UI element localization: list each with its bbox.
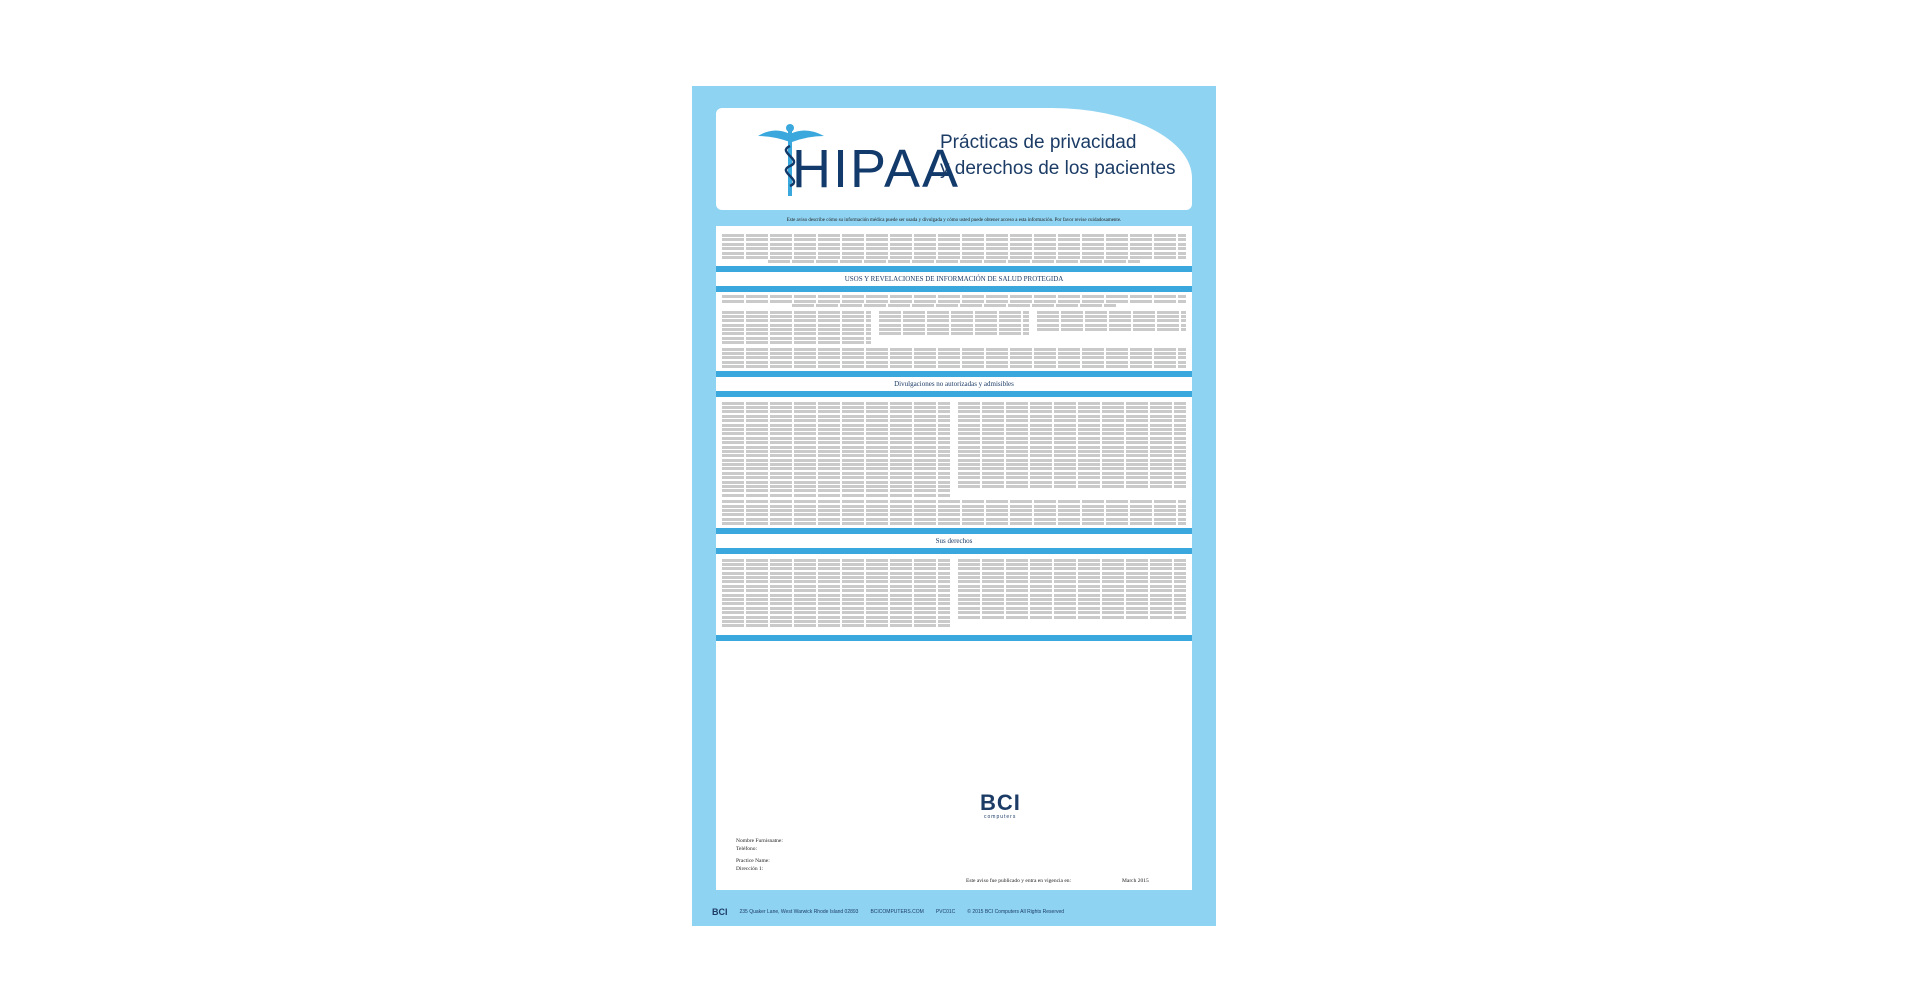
header-card	[716, 108, 1192, 210]
column	[958, 400, 1186, 498]
footer-code: PVC01C	[935, 909, 956, 915]
notice-body	[716, 226, 1192, 890]
column	[879, 309, 1028, 346]
section-band	[716, 635, 1192, 641]
poster-title-line1: Prácticas de privacidad	[940, 132, 1137, 153]
hipaa-logo	[746, 120, 961, 199]
bci-logo: BCI	[980, 790, 1021, 815]
section-band	[716, 548, 1192, 554]
column	[722, 557, 950, 629]
poster-title-line2: y derechos de los pacientes	[940, 158, 1176, 179]
column	[722, 309, 871, 346]
footer-copyright: © 2015 BCI Computers All Rights Reserved	[967, 909, 1065, 915]
effective-date-label: Este aviso fue publicado y entra en vigencia en:	[966, 878, 1072, 884]
column	[958, 557, 1186, 629]
section-band	[716, 391, 1192, 397]
section-band	[716, 266, 1192, 272]
column	[1037, 309, 1186, 346]
section-title-disclosures: Divulgaciones no autorizadas y admisibles	[894, 380, 1014, 389]
hipaa-poster	[692, 86, 1216, 926]
footer-address: 235 Quaker Lane, West Warwick Rhode Island 02893	[739, 909, 859, 915]
column	[722, 400, 950, 498]
section-title-uses: USOS Y REVELACIONES DE INFORMACIÓN DE SALUD PROTEGIDA	[844, 275, 1064, 284]
hipaa-logo-text: HIPAA	[792, 139, 961, 199]
section-band	[716, 371, 1192, 377]
authorization-text-block	[722, 500, 1186, 525]
footer-logo: BCI	[712, 907, 728, 917]
tagline: Este aviso describe cómo su información médica puede ser usada y divulgada y cómo usted puede obtener acceso a esta información. Por favor revise cuidadosamente.	[786, 218, 1122, 223]
bci-logo-subtitle: computers	[984, 814, 1017, 820]
disclosures-columns	[716, 400, 1192, 498]
section-band	[716, 286, 1192, 292]
rights-columns	[716, 557, 1192, 629]
practice-name-label: Practice Name:	[736, 858, 770, 864]
uses-text-block	[722, 295, 1186, 307]
uses-notes-block	[722, 348, 1186, 369]
effective-date-value: March 2015	[1122, 878, 1149, 884]
footer-website: BCICOMPUTERS.COM	[870, 909, 924, 915]
provider-name-label: Nombre Furnisnatne:	[736, 838, 783, 844]
poster-footer	[692, 904, 1216, 920]
section-title-rights: Sus derechos	[935, 537, 973, 546]
uses-columns	[716, 309, 1192, 346]
intro-text-block	[722, 234, 1186, 263]
address-label: Dirección 1:	[736, 866, 764, 872]
phone-label: Teléfono:	[736, 846, 757, 852]
section-band	[716, 528, 1192, 534]
